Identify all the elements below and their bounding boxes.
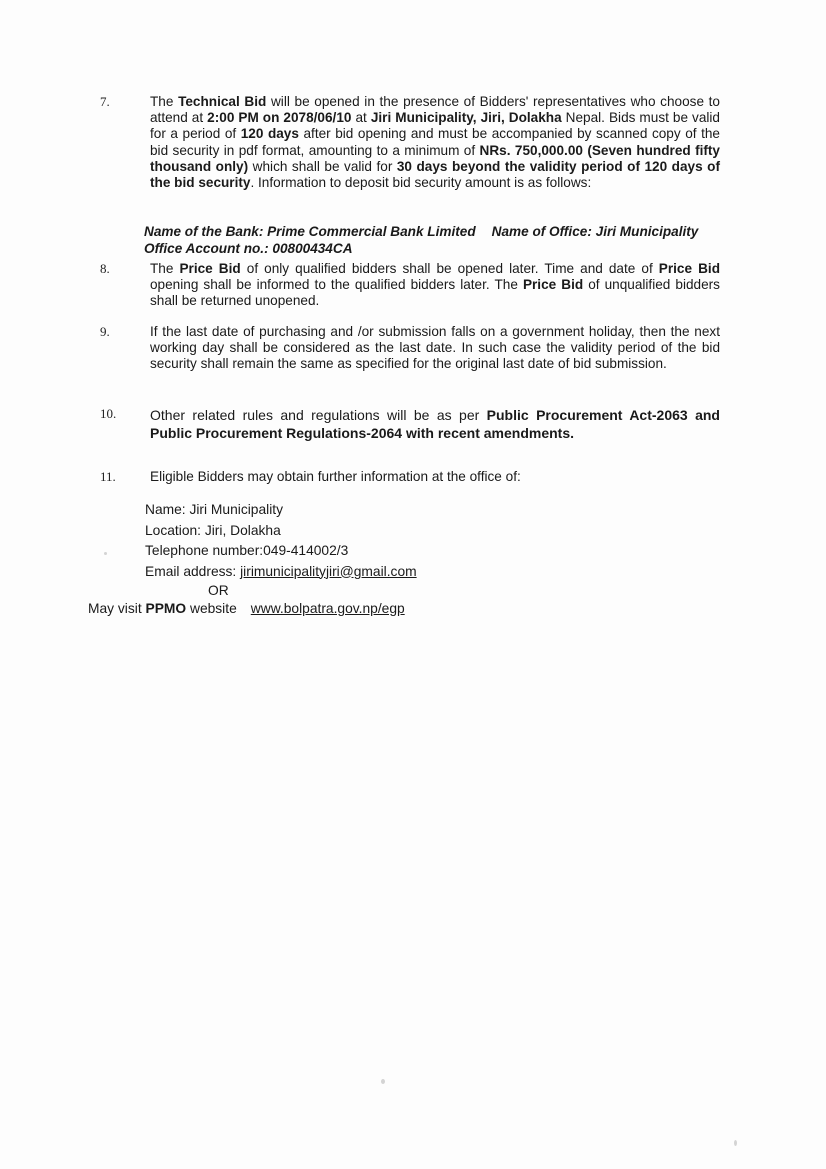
- bold-text-run: Technical Bid: [178, 94, 267, 109]
- clause-text: [150, 94, 720, 191]
- email-link[interactable]: jirimunicipalityjiri@gmail.com: [240, 563, 417, 579]
- contact-telephone: Telephone number:049-414002/3: [145, 543, 349, 558]
- text-run: . Information to deposit bid security amount is as follows:: [250, 175, 592, 191]
- clause-text: [150, 469, 720, 485]
- bold-text-run: Price Bid: [179, 261, 241, 276]
- office-account: Office Account no.: 00800434CA: [144, 241, 353, 256]
- website-line: [88, 601, 405, 616]
- bold-text-run: Price Bid: [522, 277, 584, 293]
- clause-number: 11.: [100, 469, 116, 484]
- office-name: Name of Office: Jiri Municipality: [491, 224, 699, 239]
- text-run: Eligible Bidders may obtain further information at the office of:: [150, 469, 521, 484]
- bank-name: Name of the Bank: Prime Commercial Bank Limited: [144, 224, 476, 239]
- visit-prefix: May visit: [88, 601, 146, 616]
- text-run: The: [150, 261, 180, 276]
- contact-email-line: [145, 562, 417, 583]
- text-run: after bid opening and must be accompanied by scanned copy of the bid security in pdf format, amounting to a minimum of: [150, 126, 720, 158]
- scan-speck: [104, 552, 107, 555]
- clause-text: [150, 324, 720, 373]
- scan-speck: [381, 1079, 385, 1084]
- text-run: will be opened in the presence of Bidders' representatives who choose to attend at: [150, 94, 720, 126]
- visit-suffix: website: [186, 601, 237, 616]
- text-run: Nepal. Bids must be valid for a period of: [150, 110, 720, 142]
- clause-number: 7.: [100, 94, 110, 109]
- bold-text-run: Jiri Municipality, Jiri, Dolakha: [370, 110, 562, 126]
- clause-number: 10.: [100, 406, 117, 421]
- visit-org: PPMO: [145, 601, 187, 616]
- contact-name: Name: Jiri Municipality: [145, 502, 284, 517]
- contact-block: [145, 500, 417, 582]
- text-run: of only qualified bidders shall be opened later. Time and date of: [240, 261, 659, 276]
- bold-text-run: NRs. 750,000.00 (Seven hundred fifty thousand only): [150, 142, 720, 174]
- bold-text-run: 120 days: [240, 126, 299, 142]
- email-label: Email address:: [145, 563, 241, 579]
- text-run: which shall be valid for: [248, 158, 397, 174]
- contact-location: Location: Jiri, Dolakha: [145, 522, 281, 538]
- clause-number: 9.: [100, 324, 110, 339]
- text-run: If the last date of purchasing and /or submission falls on a government holiday, then the next working day shall be considered as the last date. In such case the validity period of the bid security shall remain the same as specified for the original last date of bid submission.: [150, 324, 720, 372]
- bold-text-run: Public Procurement Act-2063 and Public Procurement Regulations-2064 with recent amendments.: [150, 407, 720, 441]
- website-link[interactable]: www.bolpatra.gov.np/egp: [250, 601, 405, 616]
- text-run: opening shall be informed to the qualified bidders later. The: [150, 277, 523, 293]
- clause-text: [150, 406, 720, 442]
- bold-text-run: 2:00 PM on 2078/06/10: [207, 110, 352, 126]
- text-run: of unqualified bidders shall be returned unopened.: [150, 277, 720, 309]
- clause-number: 8.: [100, 261, 110, 276]
- bank-details: [144, 223, 724, 257]
- scan-speck: [734, 1140, 737, 1146]
- text-run: The: [150, 94, 179, 109]
- or-separator: OR: [208, 583, 229, 598]
- text-run: Other related rules and regulations will be as per: [150, 407, 487, 423]
- clause-text: [150, 261, 720, 310]
- bold-text-run: Price Bid: [658, 261, 721, 276]
- bold-text-run: 30 days beyond the validity period of 120 days of the bid security: [150, 158, 720, 191]
- text-run: at: [351, 110, 371, 126]
